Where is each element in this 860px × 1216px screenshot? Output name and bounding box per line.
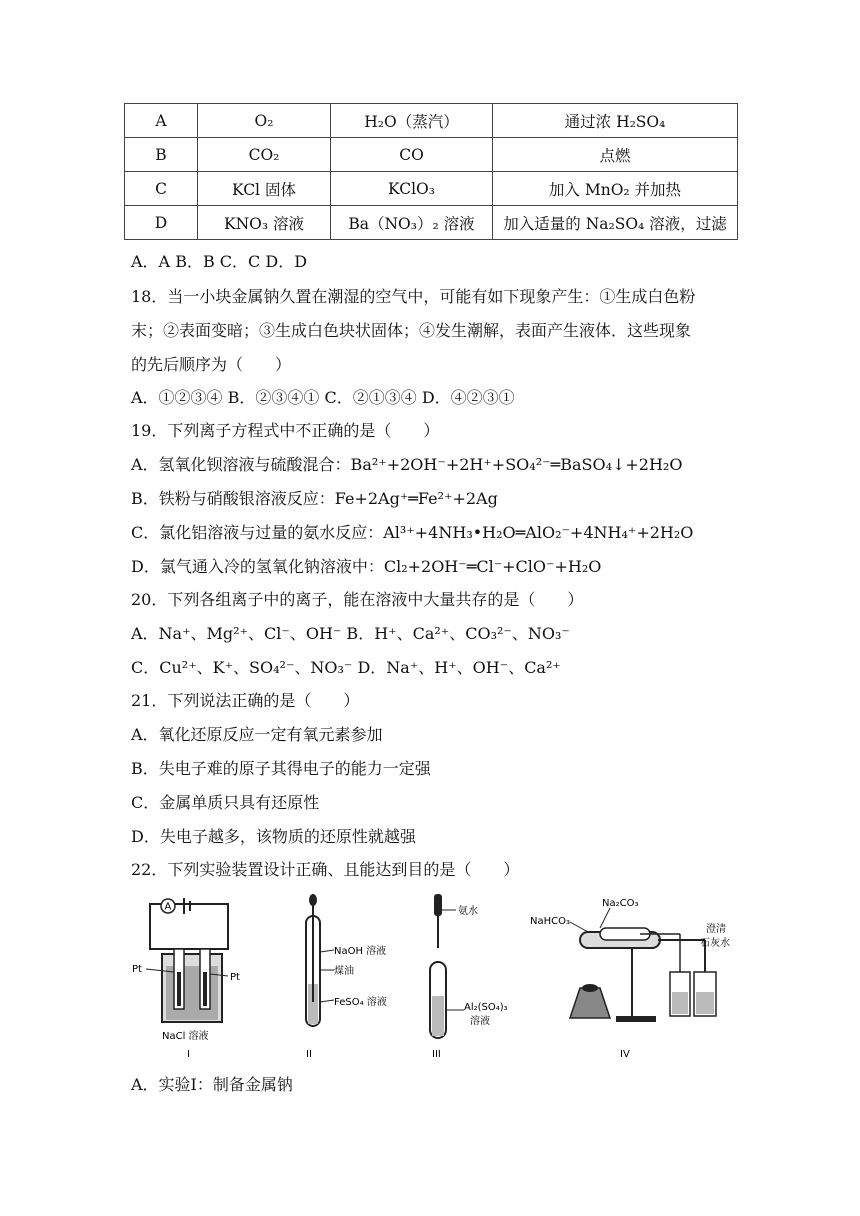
nahco3-label: NaHCO₃ bbox=[530, 916, 570, 927]
feso4-label: FeSO₄ 溶液 bbox=[334, 997, 387, 1008]
q19-option-c: C．氯化铝溶液与过量的氨水反应：Al³⁺+4NH₃•H₂O═AlO₂⁻+4NH₄⁺+2H₂O bbox=[131, 523, 694, 542]
table-row bbox=[125, 104, 738, 138]
nacl-label: NaCl 溶液 bbox=[162, 1031, 209, 1042]
pt-right-label: Pt bbox=[230, 972, 240, 983]
q19-option-d: D．氯气通入冷的氢氧化钠溶液中：Cl₂+2OH⁻═Cl⁻+ClO⁻+H₂O bbox=[131, 557, 602, 576]
q18-options: A．①②③④ B．②③④① C．②①③④ D．④②③① bbox=[131, 388, 515, 407]
figure-number-2: II bbox=[306, 1049, 312, 1060]
na2co3-label: Na₂CO₃ bbox=[602, 898, 639, 909]
table-cell: 加入适量的 Na₂SO₄ 溶液，过滤 bbox=[493, 206, 738, 240]
q22-stem: 22．下列实验装置设计正确、且能达到目的是（ ） bbox=[131, 860, 520, 879]
table-cell: 点燃 bbox=[493, 138, 738, 172]
table-cell: KNO₃ 溶液 bbox=[198, 206, 331, 240]
figure-number-4: IV bbox=[620, 1049, 630, 1060]
al2so43-solution-label: 溶液 bbox=[470, 1016, 490, 1027]
table-cell: 通过浓 H₂SO₄ bbox=[493, 104, 738, 138]
figure-number-3: III bbox=[432, 1049, 441, 1060]
q22-option-a: A．实验Ⅰ：制备金属钠 bbox=[131, 1075, 293, 1094]
q19-option-a: A．氢氧化钡溶液与硫酸混合：Ba²⁺+2OH⁻+2H⁺+SO₄²⁻═BaSO₄↓+2H₂O bbox=[131, 455, 683, 474]
q21-option-a: A．氧化还原反应一定有氧元素参加 bbox=[131, 725, 383, 744]
ammeter-label: A bbox=[164, 901, 172, 913]
table-row bbox=[125, 206, 738, 240]
table-cell: KCl 固体 bbox=[198, 172, 331, 206]
q18-stem-line2: 末；②表面变暗；③生成白色块状固体；④发生潮解，表面产生液体．这些现象 bbox=[131, 321, 692, 340]
table-cell: CO bbox=[331, 138, 493, 172]
table-cell: O₂ bbox=[198, 104, 331, 138]
q21-option-d: D．失电子越多，该物质的还原性就越强 bbox=[131, 827, 416, 846]
pt-left-label: Pt bbox=[132, 964, 142, 975]
oil-label: 煤油 bbox=[334, 966, 354, 977]
q17-options: A．A B．B C．C D．D bbox=[131, 252, 308, 271]
q20-options-ab: A．Na⁺、Mg²⁺、Cl⁻、OH⁻ B．H⁺、Ca²⁺、CO₃²⁻、NO₃⁻ bbox=[131, 624, 570, 643]
q20-stem: 20．下列各组离子中的离子，能在溶液中大量共存的是（ ） bbox=[131, 590, 584, 609]
table-cell: B bbox=[125, 138, 198, 172]
apparatus-carbonate-heating bbox=[530, 892, 740, 1062]
table-cell: KClO₃ bbox=[331, 172, 493, 206]
q20-options-cd: C．Cu²⁺、K⁺、SO₄²⁻、NO₃⁻ D．Na⁺、H⁺、OH⁻、Ca²⁺ bbox=[131, 658, 561, 677]
q18-stem-line1: 18．当一小块金属钠久置在潮湿的空气中，可能有如下现象产生：①生成白色粉 bbox=[131, 287, 696, 306]
naoh-label: NaOH 溶液 bbox=[334, 946, 387, 957]
q18-stem-line3: 的先后顺序为（ ） bbox=[131, 355, 292, 374]
table-row bbox=[125, 172, 738, 206]
figure-number-1: I bbox=[187, 1049, 190, 1060]
table-cell: CO₂ bbox=[198, 138, 331, 172]
q21-option-b: B．失电子难的原子其得电子的能力一定强 bbox=[131, 759, 431, 778]
q19-option-b: B．铁粉与硝酸银溶液反应：Fe+2Ag⁺═Fe²⁺+2Ag bbox=[131, 489, 498, 508]
q21-option-c: C．金属单质只具有还原性 bbox=[131, 793, 320, 812]
table-cell: 加入 MnO₂ 并加热 bbox=[493, 172, 738, 206]
apparatus-electrolysis bbox=[120, 892, 260, 1062]
table-cell: Ba（NO₃）₂ 溶液 bbox=[331, 206, 493, 240]
apparatus-figures bbox=[120, 892, 740, 1062]
table-cell: D bbox=[125, 206, 198, 240]
al2so43-label: Al₂(SO₄)₃ bbox=[464, 1002, 508, 1013]
ammonia-label: 氨水 bbox=[458, 906, 478, 917]
options-table bbox=[124, 103, 738, 240]
apparatus-feoh2 bbox=[290, 892, 410, 1062]
table-cell: H₂O（蒸汽） bbox=[331, 104, 493, 138]
limewater-label-1: 澄清 bbox=[706, 924, 726, 935]
table-cell: A bbox=[125, 104, 198, 138]
q21-stem: 21．下列说法正确的是（ ） bbox=[131, 691, 360, 710]
table-row bbox=[125, 138, 738, 172]
table-cell: C bbox=[125, 172, 198, 206]
q19-stem: 19．下列离子方程式中不正确的是（ ） bbox=[131, 421, 440, 440]
limewater-label-2: 石灰水 bbox=[700, 938, 730, 949]
